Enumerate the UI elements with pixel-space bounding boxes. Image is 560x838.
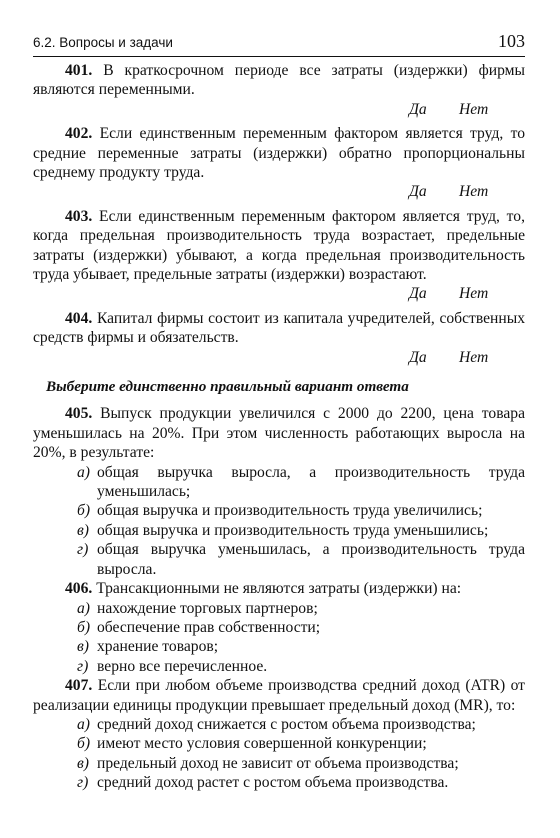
option-text: хранение товаров; [97, 638, 219, 656]
option-text: обеспечение прав собственности; [97, 618, 321, 636]
answer-yes: Да [409, 100, 427, 118]
options-list [33, 715, 525, 793]
question-number: 403. [65, 207, 93, 225]
answer-no: Нет [459, 348, 489, 366]
question-number: 404. [65, 309, 93, 327]
question-text: Трансакционными не являются затраты (издержки) на: [96, 580, 462, 598]
question-number: 407. [65, 677, 93, 695]
option-letter: г) [77, 541, 89, 559]
option-item [33, 540, 525, 579]
option-item [33, 637, 525, 656]
answer-yes: Да [409, 183, 427, 201]
option-item [33, 618, 525, 637]
option-text: общая выручка выросла, а производительность труда уменьшилась; [97, 463, 525, 501]
question-407 [33, 676, 525, 715]
answer-yes: Да [409, 285, 427, 303]
option-item [33, 501, 525, 520]
option-letter: а) [77, 463, 90, 481]
option-letter: в) [77, 521, 89, 539]
question-text: Капитал фирмы состоит из капитала учредителей, собственных средств фирмы и обязательств. [33, 309, 525, 347]
question-401 [33, 61, 525, 100]
option-text: верно все перечисленное. [97, 657, 268, 675]
option-text: общая выручка и производительность труда уменьшились; [97, 521, 489, 539]
question-406 [33, 579, 525, 598]
question-402 [33, 124, 525, 182]
option-letter: г) [77, 657, 89, 675]
option-text: предельный доход не зависит от объема производства; [97, 754, 459, 772]
option-text: имеют место условия совершенной конкуренции; [97, 735, 427, 753]
answer-choices [33, 348, 525, 367]
question-number: 406. [65, 580, 93, 598]
options-list [33, 599, 525, 677]
answer-choices [33, 100, 525, 119]
option-text: общая выручка уменьшилась, а производительность труда выросла. [97, 541, 525, 578]
answer-no: Нет [459, 285, 489, 303]
question-text: Если единственным переменным фактором является труд, то, когда предельная производительность труда возрастает, предельные затраты (издержки) убывают, а когда предельная производительность труда убывает, предельные затраты (издержки) возрастают. [33, 207, 525, 284]
answer-choices [33, 284, 525, 303]
question-text: Если при любом объеме производства средний доход (ATR) от реализации единицы продукции превышает предельный доход (MR), то: [33, 677, 525, 714]
question-403 [33, 207, 525, 285]
answer-no: Нет [459, 183, 489, 201]
page-header [33, 30, 525, 57]
option-letter: а) [77, 715, 90, 733]
question-number: 405. [65, 405, 93, 423]
question-text: В краткосрочном периоде все затраты (издержки) фирмы являются переменными. [33, 62, 525, 99]
option-text: нахождение торговых партнеров; [97, 599, 318, 617]
option-letter: б) [77, 735, 91, 753]
option-item [33, 657, 525, 676]
option-item [33, 521, 525, 540]
answer-choices [33, 182, 525, 201]
option-item [33, 773, 525, 792]
question-number: 401. [65, 62, 93, 79]
section-title: 6.2. Вопросы и задачи [33, 35, 173, 50]
answer-yes: Да [409, 348, 427, 366]
option-letter: а) [77, 599, 90, 617]
page-content [33, 61, 525, 793]
option-letter: б) [77, 502, 91, 520]
question-text: Выпуск продукции увеличился с 2000 до 2200, цена товара уменьшилась на 20%. При этом численность работающих выросла на 20%, в результате: [33, 405, 525, 462]
option-letter: в) [77, 754, 89, 772]
option-text: общая выручка и производительность труда увеличились; [97, 502, 483, 520]
answer-no: Нет [459, 100, 489, 118]
option-item [33, 734, 525, 753]
section-instruction: Выберите единственно правильный вариант ответа [46, 378, 409, 396]
option-letter: г) [77, 774, 89, 792]
options-list [33, 463, 525, 579]
question-text: Если единственным переменным фактором является труд, то средние переменные затраты (издержки) обратно пропорциональны среднему продукту труда. [33, 125, 526, 182]
page-number: 103 [498, 31, 525, 51]
option-text: средний доход снижается с ростом объема производства; [97, 715, 476, 733]
option-letter: б) [77, 618, 91, 636]
option-letter: в) [77, 638, 89, 656]
option-item [33, 715, 525, 734]
question-405 [33, 404, 525, 462]
option-item [33, 754, 525, 773]
option-item [33, 599, 525, 618]
question-number: 402. [65, 125, 93, 143]
option-text: средний доход растет с ростом объема производства. [97, 774, 449, 792]
option-item [33, 463, 525, 502]
question-404 [33, 309, 525, 348]
